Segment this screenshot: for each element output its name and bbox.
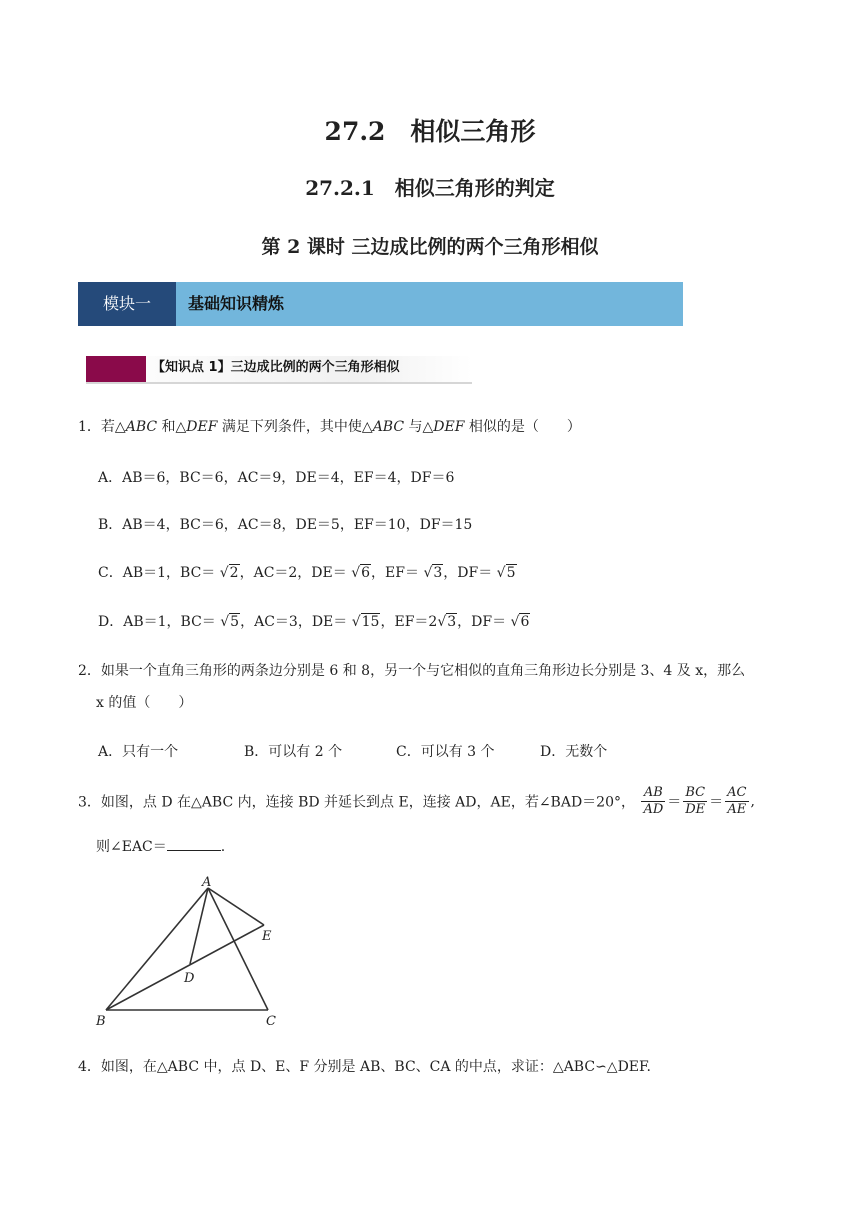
question-3-line-1: 3．如图，点 D 在△ABC 内，连接 BD 并延长到点 E，连接 AD，AE，若∠BAD＝20°， $\frac{AB}{AD}$ ＝ $\frac{BC}{DE}$ ＝ $\frac{AC}{AE}$ , [78, 785, 755, 817]
question-3-line-2: 则∠EAC＝ . [96, 839, 226, 855]
q2-option-b: B．可以有 2 个 [244, 744, 343, 760]
knowledge-point-marker [86, 356, 146, 382]
triangle-figure [94, 872, 294, 1032]
q1-option-d: D．AB＝1，BC＝ √5，AC＝3，DE＝ √15，EF＝2√3，DF＝ √6 [98, 614, 530, 630]
q1-option-b: B．AB＝4，BC＝6，AC＝8，DE＝5，EF＝10，DF＝15 [98, 517, 473, 533]
q2-option-d: D．无数个 [540, 744, 608, 760]
label-e: E [262, 929, 272, 944]
label-d: D [184, 971, 195, 986]
segment-ac [208, 888, 268, 1010]
question-2-line-2: x 的值（ ） [96, 695, 193, 711]
answer-blank[interactable] [167, 838, 221, 851]
module-banner [78, 282, 683, 326]
sqrt-symbol: √2 [219, 565, 239, 581]
question-4: 4．如图，在△ABC 中，点 D、E、F 分别是 AB、BC、CA 的中点，求证：△ABC∽△DEF. [78, 1059, 651, 1075]
section-title: 27.2.1 相似三角形的判定 [305, 176, 555, 200]
question-1: 1．若△ABC 和△DEF 满足下列条件，其中使△ABC 与△DEF 相似的是（ ） [78, 419, 581, 435]
knowledge-point-banner [86, 356, 472, 384]
question-2-line-1: 2．如果一个直角三角形的两条边分别是 6 和 8，另一个与它相似的直角三角形边长分别是 3、4 及 x，那么 [78, 663, 746, 679]
main-title: 27.2 相似三角形 [324, 117, 536, 146]
fraction-ac-ae: $\frac{AC}{AE}$ [727, 785, 747, 817]
q1-option-a: A．AB＝6，BC＝6，AC＝9，DE＝4，EF＝4，DF＝6 [98, 470, 455, 486]
label-b: B [96, 1014, 106, 1029]
label-c: C [266, 1014, 276, 1029]
fraction-ab-ad: $\frac{AB}{AD}$ [643, 785, 664, 817]
module-title: 基础知识精炼 [188, 294, 285, 313]
q1-option-c: C．AB＝1，BC＝ √2，AC＝2，DE＝ √6，EF＝ √3，DF＝ √5 [98, 565, 516, 581]
segment-ab [106, 888, 208, 1010]
q2-option-c: C．可以有 3 个 [396, 744, 495, 760]
label-a: A [202, 875, 212, 890]
q2-option-a: A．只有一个 [98, 744, 179, 760]
fraction-bc-de: $\frac{BC}{DE}$ [685, 785, 706, 817]
module-tag: 模块一 [78, 282, 176, 326]
lesson-title: 第 2 课时 三边成比例的两个三角形相似 [261, 236, 599, 258]
segment-be [106, 925, 264, 1010]
knowledge-point-label: 【知识点 1】三边成比例的两个三角形相似 [152, 360, 400, 375]
